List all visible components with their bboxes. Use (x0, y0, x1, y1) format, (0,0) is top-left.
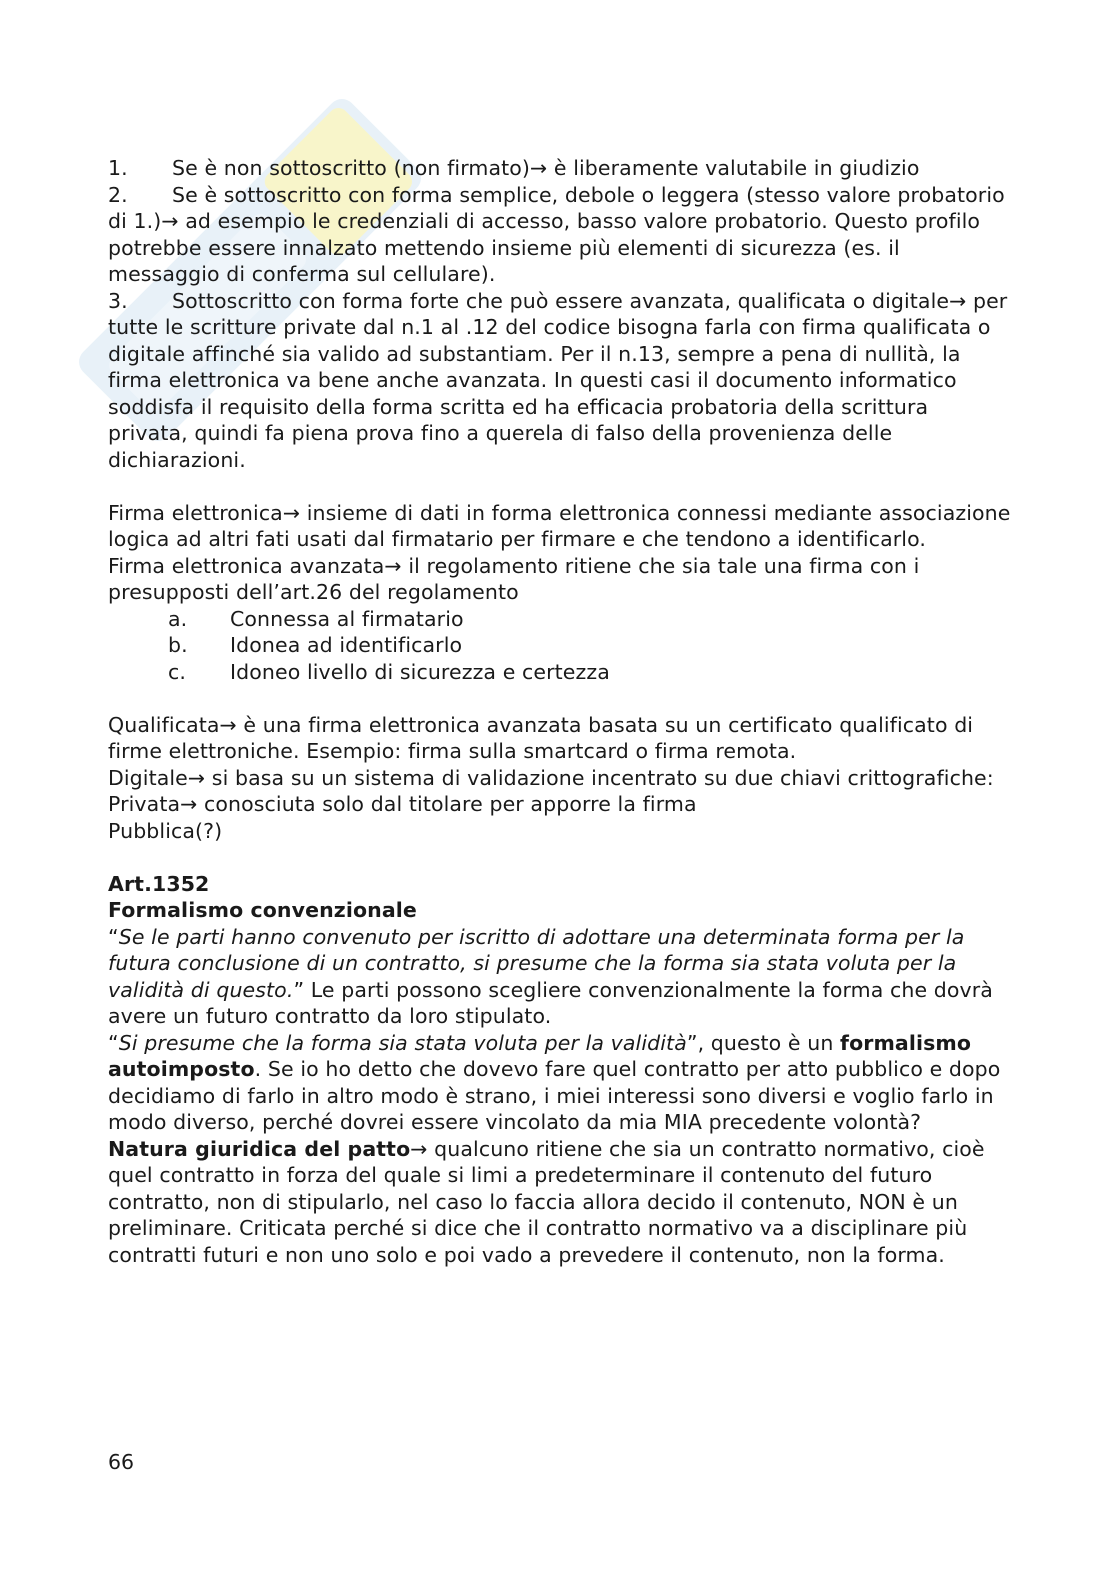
firma-elettronica-paragraph: Firma elettronica→ insieme di dati in forma elettronica connessi mediante associazione logica ad altri fati usati dal firmatario per firmare e che tendono a identificarlo. (108, 500, 1011, 551)
list-item: c. Idoneo livello di sicurezza e certezza (168, 659, 610, 684)
firma-avanzata-paragraph: Firma elettronica avanzata→ il regolamento ritiene che sia tale una firma con i presupposti dell’art.26 del regolamento (108, 553, 920, 604)
list-item: 3. Sottoscritto con forma forte che può essere avanzata, qualificata o digitale→ per tutte le scritture private dal n.1 al .12 del codice bisogna farla con firma qualificata o digitale affinché sia valido ad substantiam. Per il n.13, sempre a pena di nullità, la firma elettronica va bene anche avanzata. In questi casi il documento informatico soddisfa il requisito della forma scritta ed ha efficacia probatoria della scrittura privata, quindi fa piena prova fino a querela di falso della provenienza delle dichiarazioni. (108, 288, 1008, 472)
digitale-paragraph: Digitale→ si basa su un sistema di validazione incentrato su due chiavi crittografiche: (108, 765, 994, 790)
list-item: b. Idonea ad identificarlo (168, 633, 463, 657)
privata-paragraph: Privata→ conosciuta solo dal titolare per apporre la firma (108, 792, 697, 816)
document-body (108, 155, 1013, 1268)
qualificata-paragraph: Qualificata→ è una firma elettronica avanzata basata su un certificato qualificato di firme elettroniche. Esempio: firma sulla smartcard o firma remota. (108, 712, 974, 763)
natura-paragraph: Natura giuridica del patto→ qualcuno ritiene che sia un contratto normativo, cioè quel contratto in forza del quale si limi a predeterminare il contenuto del futuro contratto, non di stipularlo, nel caso lo faccia allora decido il contenuto, NON è un preliminare. Criticata perché si dice che il contratto normativo va a disciplinare più contratti futuri e non uno solo e poi vado a prevedere il contenuto, non la forma. (108, 1136, 985, 1267)
pubblica-paragraph: Pubblica(?) (108, 818, 223, 843)
quote-paragraph: “Se le parti hanno convenuto per iscritto di adottare una determinata forma per la futura conclusione di un contratto, si presume che la forma sia stata voluta per la validità di questo.” Le parti possono scegliere convenzionalmente la forma che dovrà avere un futuro contratto da loro stipulato. (108, 924, 993, 1028)
numbered-list (108, 155, 1013, 473)
page-number: 66 (108, 1450, 135, 1474)
article-title: Art.1352 (108, 871, 210, 896)
list-item: 1. Se è non sottoscritto (non firmato)→ è liberamente valutabile in giudizio (108, 156, 920, 180)
list-item: a. Connessa al firmatario (168, 606, 464, 631)
formalismo-paragraph: “Si presume che la forma sia stata voluta per la validità”, questo è un formalismo autoimposto. Se io ho detto che dovevo fare quel contratto per atto pubblico e dopo decidiamo di farlo in altro modo è strano, i miei interessi sono diversi e voglio farlo in modo diverso, perché dovrei essere vincolato da mia MIA precedente volontà? (108, 1030, 1001, 1134)
list-item: 2. Se è sottoscritto con forma semplice, debole o leggera (stesso valore probatorio di 1.)→ ad esempio le credenziali di accesso, basso valore probatorio. Questo profilo potrebbe essere innalzato mettendo insieme più elementi di sicurezza (es. il messaggio di conferma sul cellulare). (108, 182, 1005, 286)
lettered-list (108, 606, 1013, 686)
article-subtitle: Formalismo convenzionale (108, 898, 417, 922)
